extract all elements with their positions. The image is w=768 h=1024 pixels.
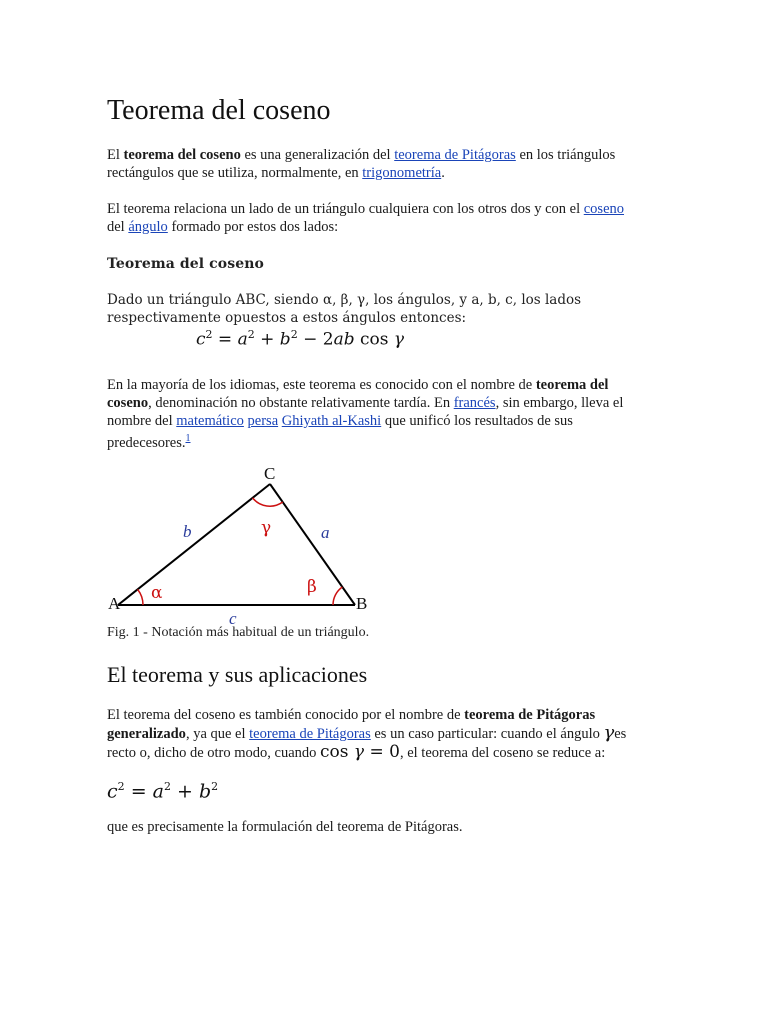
cos-gamma-equation: cos γ = 0 [320, 742, 400, 762]
triangle-figure [100, 458, 390, 628]
bold-term: teorema del coseno [123, 147, 241, 163]
history-paragraph: En la mayoría de los idiomas, este teorema es conocido con el nombre de teorema del coseno, denominación no obstante relativamente tardía. En francés, sin embargo, lleva el nombre del matemático persa Ghiyath al-Kashi que unificó los resultados de sus predecesores.$^1$ [107, 377, 624, 451]
page-title: Teorema del coseno [107, 95, 331, 126]
link-angulo[interactable]: ángulo [128, 219, 168, 235]
angle-gamma-label: γ [261, 518, 272, 538]
angle-alpha-arc [138, 589, 143, 605]
link-matematico[interactable]: matemático [176, 413, 244, 429]
link-ghiyath-al-kashi[interactable]: Ghiyath al-Kashi [281, 413, 382, 429]
side-b-label: b [183, 522, 192, 541]
vertex-b-label: B [356, 594, 368, 613]
angle-beta-label: β [307, 577, 317, 597]
link-frances[interactable]: francés [453, 395, 496, 411]
closing-paragraph: que es precisamente la formulación del teorema de Pitágoras. [107, 819, 463, 835]
side-a-label: a [321, 523, 330, 542]
section-heading-aplicaciones: El teorema y sus aplicaciones [107, 662, 368, 687]
angle-beta-arc [333, 587, 342, 605]
angle-alpha-label: α [151, 583, 163, 603]
angle-gamma-arc [253, 498, 283, 506]
theorem-heading: Teorema del coseno [107, 256, 264, 272]
intro-paragraph-2: El teorema relaciona un lado de un triángulo cualquiera con los otros dos y con el coseno del ángulo formado por estos dos lados: [107, 201, 625, 235]
vertex-a-label: A [108, 594, 121, 613]
reference-link[interactable]: 1 [185, 433, 191, 444]
link-trigonometria[interactable]: trigonometría [362, 165, 442, 181]
side-c-label: c [229, 609, 237, 628]
link-teorema-pitagoras-2[interactable]: teorema de Pitágoras [249, 726, 371, 742]
cosine-law-formula: $c^2 = a^2 + b^2 - 2ab$ cos γ [196, 328, 405, 350]
link-coseno[interactable]: coseno [583, 201, 625, 217]
theorem-statement: Dado un triángulo ABC, siendo α, β, γ, los ángulos, y a, b, c, los lados respectivamente opuestos a estos ángulos entonces: [107, 292, 582, 326]
section2-paragraph: El teorema del coseno es también conocido por el nombre de teorema de Pitágoras generalizado, ya que el teorema de Pitágoras es un caso particular: cuando el ángulo γes recto o, dicho de otro modo, cuando cos γ = 0, el teorema del coseno se reduce a: [107, 707, 627, 762]
gamma-symbol: γ [603, 722, 615, 743]
figure-caption: Fig. 1 - Notación más habitual de un triángulo. [107, 625, 370, 640]
link-teorema-pitagoras[interactable]: teorema de Pitágoras [394, 147, 516, 163]
pythagoras-formula: $c^2 = a^2 + b^2$ [107, 780, 219, 803]
link-persa[interactable]: persa [247, 413, 279, 429]
vertex-c-label: C [264, 464, 276, 483]
side-b-line [118, 484, 270, 605]
intro-paragraph-1: El teorema del coseno es una generalización del teorema de Pitágoras en los triángulos rectángulos que se utiliza, normalmente, en trigonometría. [107, 147, 616, 181]
